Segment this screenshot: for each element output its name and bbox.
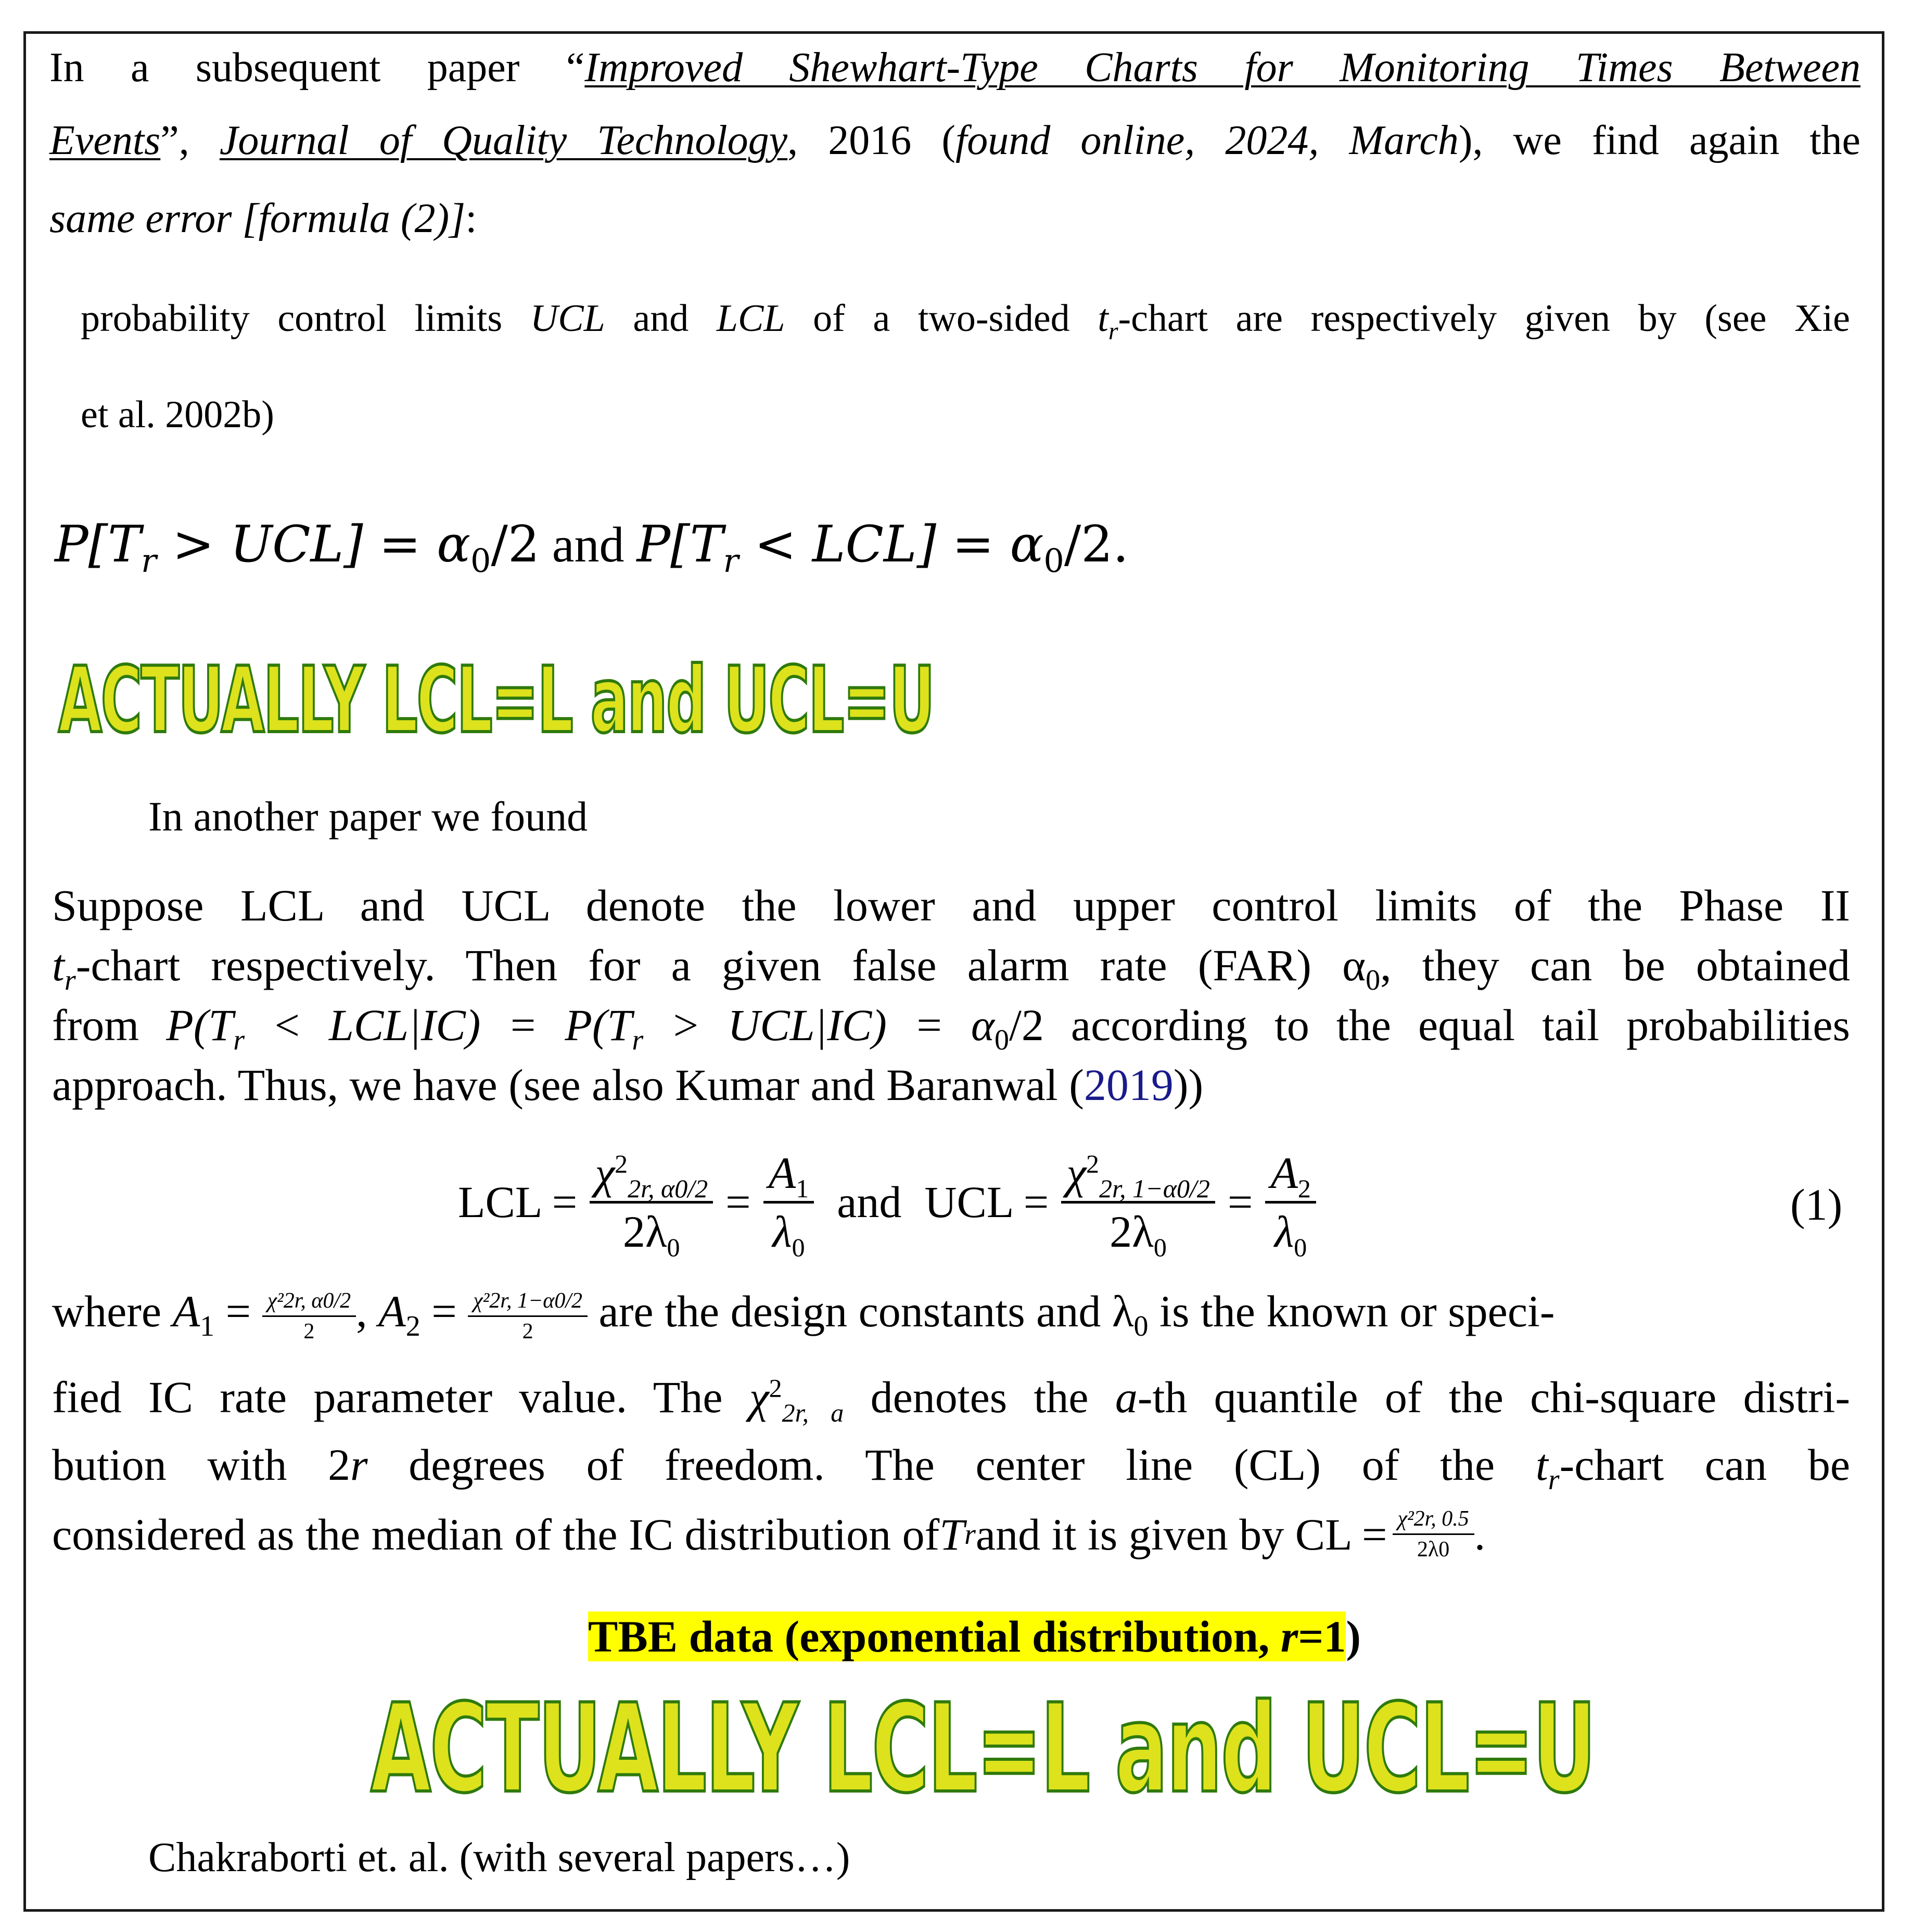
another-paper-line: In another paper we found	[148, 794, 588, 840]
formula-1: $P[T_r > UCL] = \alpha_0/2$ and $P[T_r < LCL] = \alpha_0/2$.	[55, 515, 1129, 580]
equation-number: (1)	[1790, 1180, 1843, 1230]
quote1-line-1: probability control limits UCL and LCL of a two-sided $t_r$-chart are respectively given by (see Xie	[81, 297, 1850, 345]
paper-title: Improved Shewhart-Type Charts for Monitoring Times Between	[584, 45, 1861, 91]
para3-line-2: fied IC rate parameter value. The $\chi^2_{2r, a}$ denotes the a-th quantile of the chi-square distri-	[52, 1372, 1850, 1428]
para2-line-1: Suppose LCL and UCL denote the lower and upper control limits of the Phase II	[52, 880, 1850, 930]
intro-line-1: In a subsequent paper “Improved Shewhart-Type Charts for Monitoring Times Between	[49, 45, 1861, 91]
tbe-label: TBE data (exponential distribution, r=1)	[588, 1611, 1361, 1661]
para3-line-4: considered as the median of the IC distribution of T r and it is given by CL = $\frac{\text{χ²2r, 0.5}}{2\lambda 0}$ .	[52, 1507, 1486, 1562]
para3-line-3: bution with 2r degrees of freedom. The center line (CL) of the $t_r$-chart can be	[52, 1440, 1851, 1496]
actually-banner-1: ACTUALLY LCL=L and UCL=U	[58, 648, 934, 753]
para3-line-1: where $A_1$ = $\frac{\text{χ²2r, α0/2}}{2}$ , $A_2$ = $\frac{\text{χ²2r, 1−α0/2}}{2}$ are the design constants and $\lambda_0$ is the known or speci-	[52, 1286, 1555, 1344]
a2-fraction: $\frac{A_2}{\lambda_0}$	[1265, 1147, 1316, 1258]
ucl-fraction: $\frac{\chi^2_{2r, 1-\alpha 0/2}}{2\lambda_0}$	[1061, 1147, 1215, 1258]
para2-line-3: from $P(T_r < LCL|IC) = P(T_r > UCL|IC) = \alpha_0/2$ according to the equal tail probabilities	[52, 1000, 1850, 1057]
quote1-line-2: et al. 2002b)	[81, 393, 274, 436]
lcl-fraction: $\frac{\chi^2_{2r, \alpha 0/2}}{2\lambda_0}$	[590, 1147, 713, 1258]
found-online: found online, 2024, March	[955, 118, 1459, 163]
actually-banner-2: ACTUALLY LCL=L and UCL=U	[371, 1678, 1595, 1820]
para2-line-4: approach. Thus, we have (see also Kumar and Baranwal (2019))	[52, 1060, 1204, 1110]
intro-line-2: Events”, Journal of Quality Technology, 2016 (found online, 2024, March), we find again the	[49, 118, 1861, 163]
intro-line-3: same error [formula (2)]:	[49, 196, 477, 241]
journal-name: Journal of Quality Technology	[219, 118, 788, 163]
chakraborti-line: Chakraborti et. al. (with several papers…)	[148, 1835, 850, 1880]
a1-fraction: $\frac{A_1}{\lambda_0}$	[763, 1147, 814, 1258]
citation-link-2019[interactable]: 2019	[1084, 1060, 1174, 1110]
para2-line-2: $t_r$-chart respectively. Then for a given false alarm rate (FAR) $\alpha_0$, they can be obtained	[52, 940, 1850, 997]
equation-1: LCL = $\frac{\chi^2_{2r, \alpha 0/2}}{2\lambda_0}$ = $\frac{A_1}{\lambda_0}$ and UCL = $\frac{\chi^2_{2r, 1-\alpha 0/2}}{2\lambda_0}$ = $\frac{A_2}{\lambda_0}$	[458, 1132, 1316, 1272]
paper-title-end: Events	[49, 118, 161, 163]
